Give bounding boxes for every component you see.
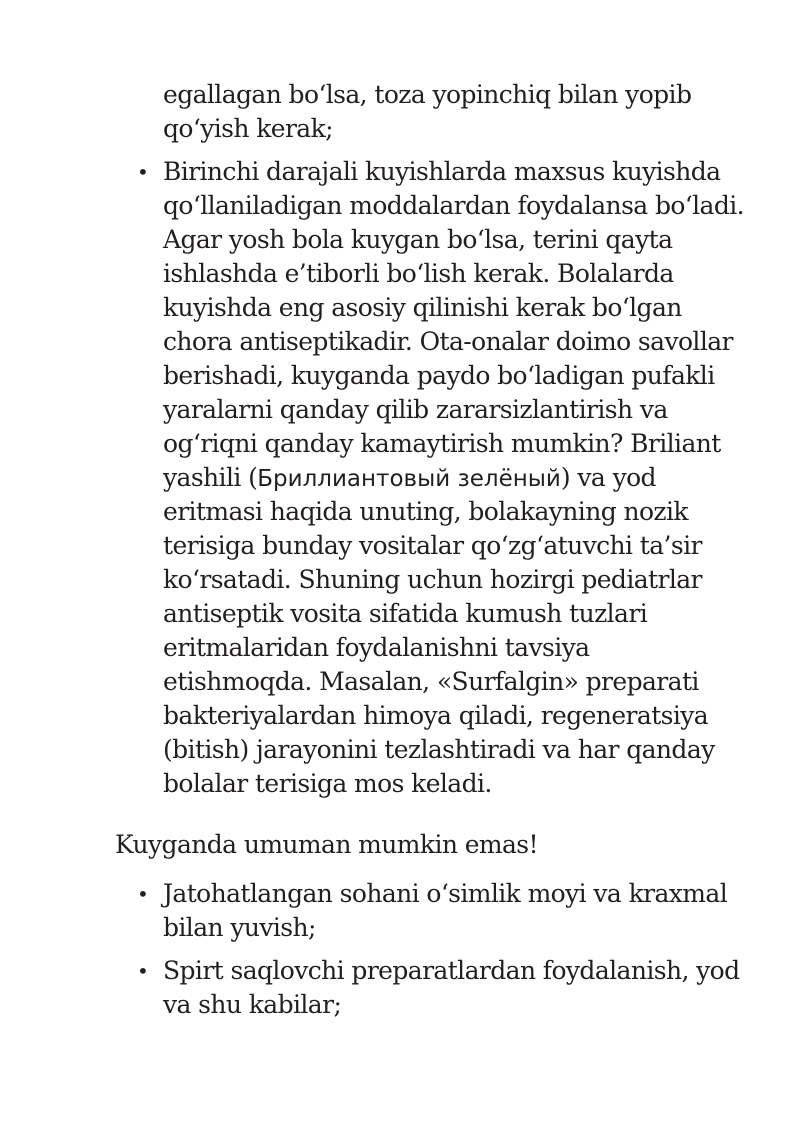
list-item-line: berishadi, kuyganda paydo bo‘ladigan pufakli bbox=[163, 361, 715, 390]
list-item-line: bolalar terisiga mos keladi. bbox=[163, 769, 492, 798]
list-item-line: eritmasi haqida unuting, bolakayning nozik bbox=[163, 497, 688, 526]
bullet-marker: • bbox=[137, 160, 149, 184]
list-item-line: Spirt saqlovchi preparatlardan foydalanish, yod bbox=[163, 956, 740, 985]
list-item-line: chora antiseptikadir. Ota-onalar doimo savollar bbox=[163, 327, 733, 356]
bullet-marker: • bbox=[137, 959, 149, 983]
list-item-line: kuyishda eng asosiy qilinishi kerak bo‘lgan bbox=[163, 293, 682, 322]
list-item-line: (bitish) jarayonini tezlashtiradi va har qanday bbox=[163, 735, 715, 764]
list-item-line: og‘riqni qanday kamaytirish mumkin? Briliant bbox=[163, 429, 721, 458]
list-item-line: bakteriyalardan himoya qiladi, regeneratsiya bbox=[163, 701, 709, 730]
list-item-line: bilan yuvish; bbox=[163, 913, 316, 942]
bullet-marker: • bbox=[137, 882, 149, 906]
text-segment: yashili ( bbox=[163, 463, 258, 492]
list-item-line: yaralarni qanday qilib zararsizlantirish va bbox=[163, 395, 668, 424]
list-item-line: Agar yosh bola kuygan bo‘lsa, terini qayta bbox=[163, 225, 673, 254]
cyrillic-term: Бриллиантовый зелёный bbox=[257, 466, 561, 492]
list-item-line: ko‘rsatadi. Shuning uchun hozirgi pediatrlar bbox=[163, 565, 702, 594]
list-item-continuation-line: qo‘yish kerak; bbox=[163, 114, 333, 143]
list-item-line: etishmoqda. Masalan, «Surfalgin» preparati bbox=[163, 667, 699, 696]
list-item-line: terisiga bunday vositalar qo‘zg‘atuvchi ta’sir bbox=[163, 531, 702, 560]
text-segment: ) va yod bbox=[560, 463, 656, 492]
list-item-line: Birinchi darajali kuyishlarda maxsus kuyishda bbox=[163, 157, 721, 186]
section-heading: Kuyganda umuman mumkin emas! bbox=[115, 830, 538, 859]
list-item-line: va shu kabilar; bbox=[163, 990, 342, 1019]
list-item-line: Jatohatlangan sohani o‘simlik moyi va kraxmal bbox=[163, 879, 728, 908]
list-item-continuation-line: egallagan bo‘lsa, toza yopinchiq bilan yopib bbox=[163, 80, 692, 109]
list-item-line: eritmalaridan foydalanishni tavsiya bbox=[163, 633, 590, 662]
list-item-line: antiseptik vosita sifatida kumush tuzlari bbox=[163, 599, 648, 628]
list-item-line bbox=[163, 461, 656, 496]
list-item-line: qo‘llaniladigan moddalardan foydalansa bo‘ladi. bbox=[163, 191, 744, 220]
list-item-line: ishlashda e’tiborli bo‘lish kerak. Bolalarda bbox=[163, 259, 674, 288]
